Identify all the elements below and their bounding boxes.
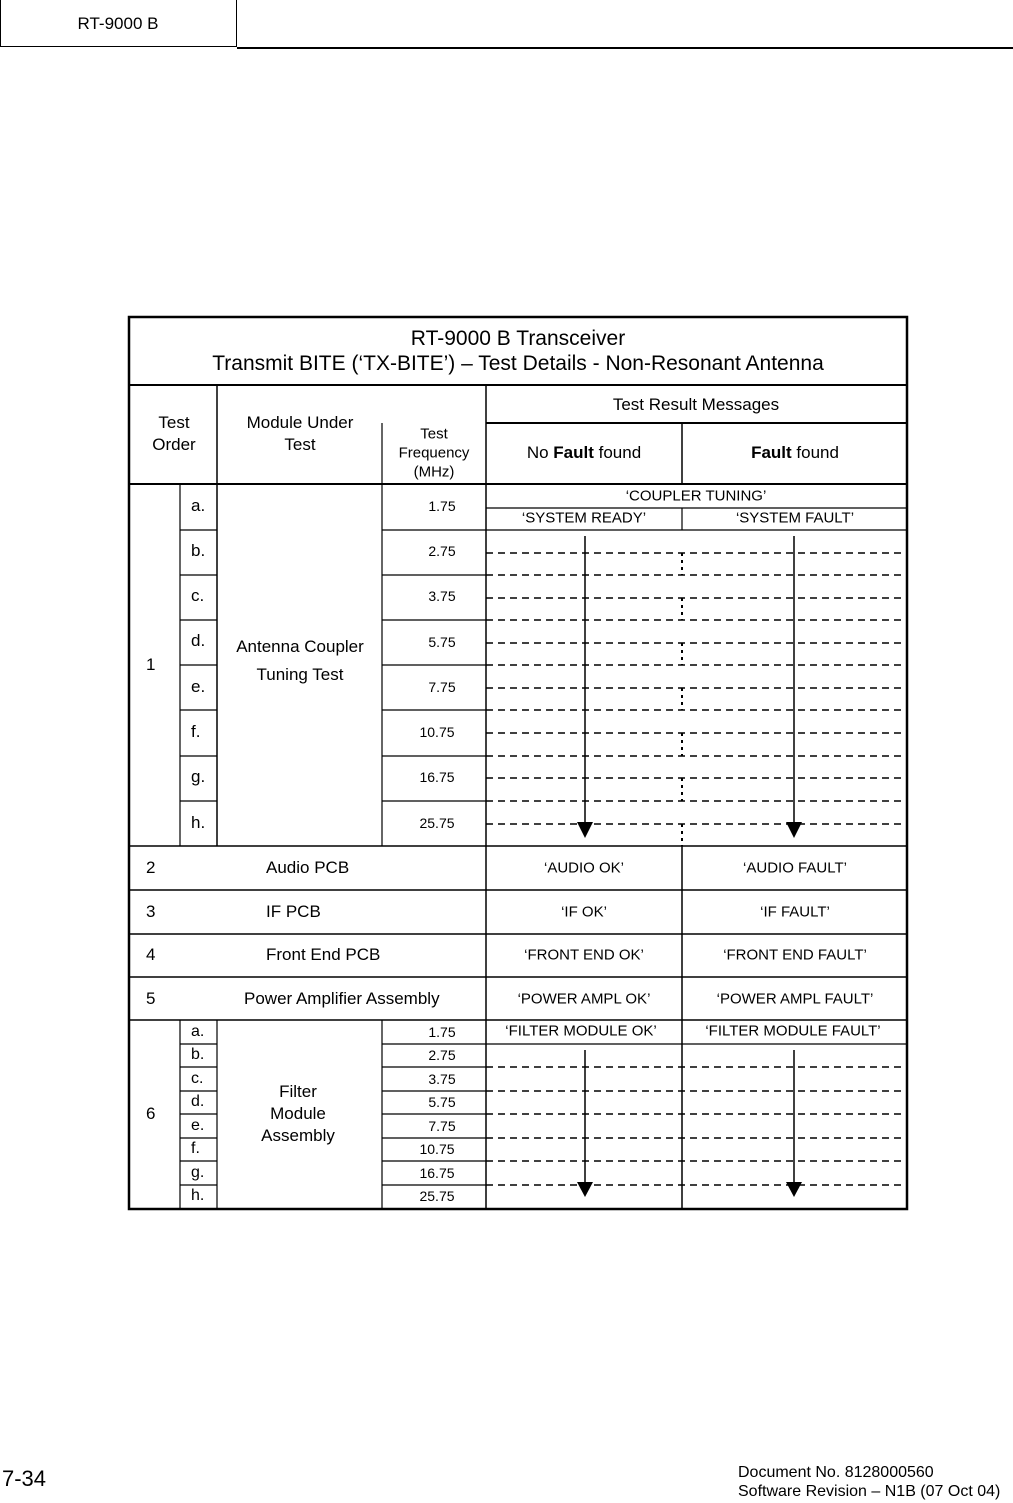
test6-row-freq: 7.75 bbox=[428, 1118, 456, 1134]
test6-module-line2: Module bbox=[270, 1104, 326, 1123]
col-test-order-line2: Order bbox=[152, 435, 196, 454]
arrow-down-icon bbox=[577, 1182, 593, 1197]
test1-row-letter: g. bbox=[191, 767, 206, 786]
test6-ok-message: ‘FILTER MODULE OK’ bbox=[505, 1022, 657, 1040]
test-row-module: Audio PCB bbox=[266, 858, 350, 877]
test1-fault-message: ‘SYSTEM FAULT’ bbox=[735, 509, 855, 527]
test6-order: 6 bbox=[146, 1104, 156, 1123]
col-fault: Fault found bbox=[751, 443, 839, 462]
col-module-line1: Module Under bbox=[246, 413, 354, 432]
test-row-ok: ‘IF OK’ bbox=[561, 903, 607, 921]
test6-row-freq: 16.75 bbox=[419, 1165, 455, 1181]
col-result-messages: Test Result Messages bbox=[612, 395, 780, 414]
test6-row-freq: 2.75 bbox=[428, 1047, 456, 1063]
test6-module-line1: Filter bbox=[279, 1082, 317, 1101]
test1-row-freq: 2.75 bbox=[428, 543, 456, 559]
test1-order: 1 bbox=[146, 655, 156, 674]
col-frequency-line2: Frequency bbox=[398, 444, 470, 462]
test1-row-letter: f. bbox=[191, 722, 201, 741]
test1-row-freq: 1.75 bbox=[428, 498, 456, 514]
test6-row-letter: a. bbox=[191, 1023, 205, 1040]
test-row-module: Power Amplifier Assembly bbox=[244, 989, 440, 1008]
test1-module-line1: Antenna Coupler bbox=[236, 637, 364, 656]
test1-row-freq: 10.75 bbox=[419, 724, 455, 740]
test6-row-letter: g. bbox=[191, 1164, 205, 1181]
col-module-line2: Test bbox=[284, 435, 316, 454]
test6-row-freq: 5.75 bbox=[428, 1094, 456, 1110]
test-row-order: 5 bbox=[146, 989, 156, 1008]
test-row-module: IF PCB bbox=[266, 902, 321, 921]
test-row-ok: ‘FRONT END OK’ bbox=[524, 946, 644, 964]
test-row-module: Front End PCB bbox=[266, 945, 381, 964]
test-row-order: 2 bbox=[146, 858, 156, 877]
test6-fault-message: ‘FILTER MODULE FAULT’ bbox=[705, 1022, 881, 1040]
test1-row-freq: 5.75 bbox=[428, 634, 456, 650]
test6-row-letter: f. bbox=[191, 1140, 200, 1157]
test1-span-message: ‘COUPLER TUNING’ bbox=[625, 487, 767, 505]
test6-row-freq: 10.75 bbox=[419, 1141, 455, 1157]
test6-row-freq: 1.75 bbox=[428, 1024, 456, 1040]
test-row-order: 4 bbox=[146, 945, 156, 964]
header-doc-tag: RT-9000 B bbox=[77, 14, 159, 33]
test-row-fault: ‘AUDIO FAULT’ bbox=[743, 859, 847, 877]
document-number: Document No. 8128000560 bbox=[738, 1464, 934, 1481]
test6-row-letter: e. bbox=[191, 1117, 205, 1134]
test1-row-freq: 25.75 bbox=[419, 815, 455, 831]
test-row-order: 3 bbox=[146, 902, 156, 921]
col-frequency-line3: (MHz) bbox=[413, 463, 455, 481]
col-test-order-line1: Test bbox=[158, 413, 190, 432]
arrow-down-icon bbox=[577, 822, 593, 838]
test1-row-letter: b. bbox=[191, 541, 206, 560]
test1-row-freq: 16.75 bbox=[419, 769, 455, 785]
test-row-ok: ‘AUDIO OK’ bbox=[543, 859, 625, 877]
test1-row-letter: d. bbox=[191, 631, 206, 650]
test1-row-letter: a. bbox=[191, 496, 206, 515]
test6-row-letter: c. bbox=[191, 1070, 204, 1087]
test6-row-letter: h. bbox=[191, 1187, 205, 1204]
col-no-fault: No Fault found bbox=[526, 443, 642, 462]
page-number: 7-34 bbox=[2, 1466, 47, 1491]
table-title-line1: RT-9000 B Transceiver bbox=[410, 327, 626, 350]
table-title-line2: Transmit BITE (‘TX-BITE’) – Test Details - Non-Resonant Antenna bbox=[212, 352, 824, 375]
test1-row-freq: 3.75 bbox=[428, 588, 456, 604]
test1-ok-message: ‘SYSTEM READY’ bbox=[521, 509, 647, 527]
test1-row-letter: c. bbox=[191, 586, 205, 605]
test6-module-line3: Assembly bbox=[261, 1126, 335, 1145]
test6-row-freq: 3.75 bbox=[428, 1071, 456, 1087]
arrow-down-icon bbox=[786, 822, 802, 838]
test1-row-letter: h. bbox=[191, 813, 206, 832]
test6-row-letter: d. bbox=[191, 1093, 205, 1110]
test1-module-line2: Tuning Test bbox=[256, 665, 344, 684]
test-row-fault: ‘IF FAULT’ bbox=[760, 903, 830, 921]
arrow-down-icon bbox=[786, 1182, 802, 1197]
test6-row-letter: b. bbox=[191, 1046, 205, 1063]
test-row-fault: ‘POWER AMPL FAULT’ bbox=[716, 990, 874, 1008]
test1-row-freq: 7.75 bbox=[428, 679, 456, 695]
col-frequency-line1: Test bbox=[420, 425, 448, 443]
test-row-fault: ‘FRONT END FAULT’ bbox=[723, 946, 867, 964]
test-row-ok: ‘POWER AMPL OK’ bbox=[517, 990, 651, 1008]
test6-row-freq: 25.75 bbox=[419, 1188, 455, 1204]
test1-row-letter: e. bbox=[191, 677, 206, 696]
software-revision: Software Revision – N1B (07 Oct 04) bbox=[738, 1483, 1001, 1500]
